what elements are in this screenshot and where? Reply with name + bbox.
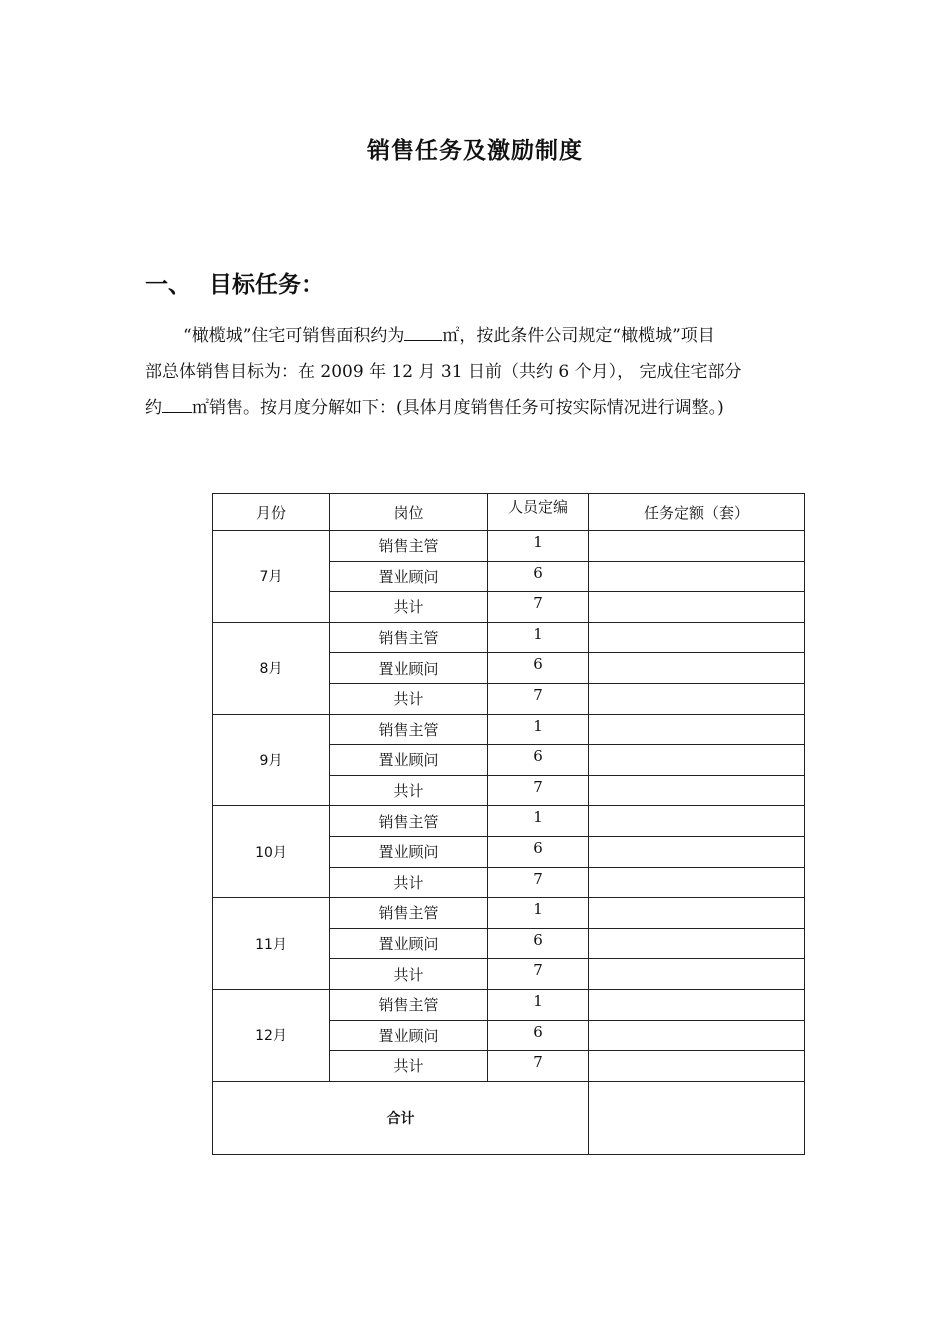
quota-cell [589, 775, 805, 806]
staff-count-cell: 7 [488, 959, 589, 990]
staff-count-cell: 6 [488, 836, 589, 867]
position-cell: 共计 [330, 867, 488, 898]
paragraph-text: “橄榄城”住宅可销售面积约为 [183, 326, 405, 346]
monthly-task-table [212, 493, 805, 1155]
position-cell: 销售主管 [330, 989, 488, 1020]
position-cell: 销售主管 [330, 714, 488, 745]
header-staff: 人员定编 [488, 494, 589, 531]
document-title: 销售任务及激励制度 [367, 138, 583, 164]
quota-cell [589, 867, 805, 898]
quota-cell [589, 1020, 805, 1051]
paragraph-line-1 [145, 318, 809, 354]
month-cell: 9月 [213, 714, 330, 806]
position-cell: 销售主管 [330, 898, 488, 929]
table-row [213, 714, 805, 745]
position-cell: 置业顾问 [330, 653, 488, 684]
quota-cell [589, 806, 805, 837]
quota-cell [589, 898, 805, 929]
quota-cell [589, 959, 805, 990]
table-row [213, 531, 805, 562]
quota-cell [589, 745, 805, 776]
quota-cell [589, 836, 805, 867]
staff-count-cell: 7 [488, 592, 589, 623]
staff-count-cell: 6 [488, 561, 589, 592]
table-row [213, 622, 805, 653]
staff-count-cell: 6 [488, 745, 589, 776]
position-cell: 销售主管 [330, 806, 488, 837]
quota-cell [589, 622, 805, 653]
quota-cell [589, 561, 805, 592]
staff-count-cell: 7 [488, 1051, 589, 1082]
month-cell: 12月 [213, 989, 330, 1081]
section-heading [145, 266, 324, 299]
paragraph-text: ㎡销售。按月度分解如下：(具体月度销售任务可按实际情况进行调整。) [192, 398, 724, 418]
staff-count-cell: 6 [488, 1020, 589, 1051]
area-blank [162, 394, 192, 413]
position-cell: 共计 [330, 959, 488, 990]
paragraph-line-2: 部总体销售目标为：在 2009 年 12 月 31 日前（共约 6 个月）， 完成住宅部分 [145, 362, 742, 382]
paragraph-text: 约 [145, 398, 162, 418]
position-cell: 置业顾问 [330, 836, 488, 867]
staff-count-cell: 7 [488, 775, 589, 806]
position-cell: 置业顾问 [330, 928, 488, 959]
position-cell: 置业顾问 [330, 745, 488, 776]
section-number: 一、 [145, 272, 191, 298]
quota-cell [589, 714, 805, 745]
staff-count-cell: 1 [488, 714, 589, 745]
position-cell: 共计 [330, 592, 488, 623]
position-cell: 共计 [330, 683, 488, 714]
header-month: 月份 [213, 494, 330, 531]
header-quota: 任务定额（套） [589, 494, 805, 531]
target-paragraph [145, 318, 809, 426]
header-position: 岗位 [330, 494, 488, 531]
staff-count-cell: 1 [488, 989, 589, 1020]
paragraph-text: ㎡，按此条件公司规定“橄榄城”项目 [442, 326, 715, 346]
position-cell: 共计 [330, 775, 488, 806]
quota-cell [589, 1051, 805, 1082]
quota-cell [589, 592, 805, 623]
staff-count-cell: 1 [488, 622, 589, 653]
quota-cell [589, 683, 805, 714]
staff-count-cell: 7 [488, 683, 589, 714]
quota-cell [589, 928, 805, 959]
position-cell: 销售主管 [330, 531, 488, 562]
month-cell: 8月 [213, 622, 330, 714]
table-row [213, 898, 805, 929]
quota-cell [589, 531, 805, 562]
month-cell: 7月 [213, 531, 330, 623]
month-cell: 10月 [213, 806, 330, 898]
position-cell: 置业顾问 [330, 561, 488, 592]
month-cell: 11月 [213, 898, 330, 990]
area-blank [404, 322, 442, 341]
staff-count-cell: 6 [488, 653, 589, 684]
position-cell: 置业顾问 [330, 1020, 488, 1051]
quota-cell [589, 653, 805, 684]
position-cell: 销售主管 [330, 622, 488, 653]
table-row [213, 989, 805, 1020]
table-body [213, 494, 805, 1155]
quota-cell [589, 989, 805, 1020]
table-header-row [213, 494, 805, 531]
total-value-cell [589, 1081, 805, 1154]
staff-count-cell: 6 [488, 928, 589, 959]
total-label-cell: 合计 [213, 1081, 589, 1154]
paragraph-line-3 [145, 390, 809, 426]
staff-count-cell: 7 [488, 867, 589, 898]
staff-count-cell: 1 [488, 531, 589, 562]
staff-count-cell: 1 [488, 806, 589, 837]
staff-count-cell: 1 [488, 898, 589, 929]
table-row [213, 806, 805, 837]
section-heading-text: 目标任务： [209, 272, 324, 298]
position-cell: 共计 [330, 1051, 488, 1082]
total-row [213, 1081, 805, 1154]
